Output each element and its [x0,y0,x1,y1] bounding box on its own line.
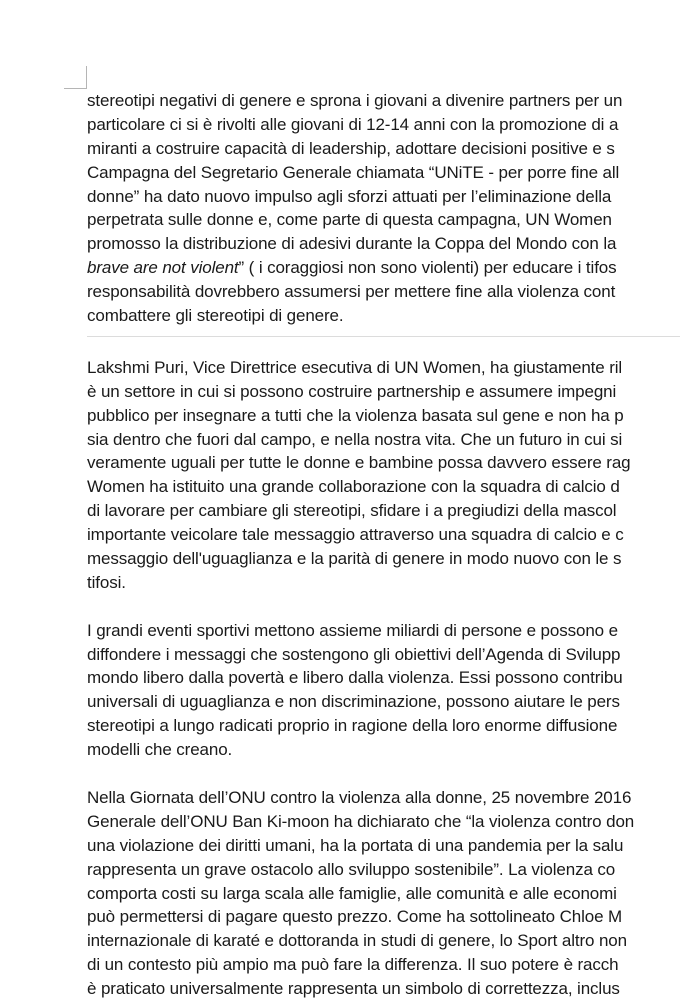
text-line: è praticato universalmente rappresenta un simbolo di correttezza, inclus [87,979,620,999]
text-line: donne” ha dato nuovo impulso agli sforzi attuati per l’eliminazione della [87,186,612,206]
text-line: diffondere i messaggi che sostengono gli obiettivi dell’Agenda di Svilupp [87,644,621,664]
divider-spacing [87,337,680,356]
text-line: Women ha istituito una grande collaborazione con la squadra di calcio d [87,477,620,497]
text-line: particolare ci si è rivolti alle giovani di 12-14 anni con la promozione di a [87,114,619,134]
paragraph-4 [87,786,680,1001]
text-line-mixed [87,256,680,280]
text-line: stereotipi a lungo radicati proprio in ragione della loro enorme diffusione [87,716,618,736]
text-line: tifosi. [87,572,126,592]
paragraph-3 [87,619,680,762]
text-line: combattere gli stereotipi di genere. [87,306,344,326]
text-line: rappresenta un grave ostacolo allo sviluppo sostenibile”. La violenza co [87,859,616,879]
text-line: mondo libero dalla povertà e libero dalla violenza. Essi possono contribu [87,668,623,688]
text-line: I grandi eventi sportivi mettono assieme miliardi di persone e possono e [87,620,618,640]
text-line: pubblico per insegnare a tutti che la violenza basata sul gene e non ha p [87,405,624,425]
text-line: perpetrata sulle donne e, come parte di questa campagna, UN Women [87,210,612,230]
italic-slogan: brave are not violent [87,258,239,278]
text-line: Campagna del Segretario Generale chiamata “UNiTE - per porre fine all [87,162,620,182]
text-line: sia dentro che fuori dal campo, e nella nostra vita. Che un futuro in cui si [87,429,623,449]
text-line: modelli che creano. [87,740,233,760]
text-line: responsabilità dovrebbero assumersi per mettere fine alla violenza cont [87,282,616,302]
text-line: internazionale di karaté e dottoranda in studi di genere, lo Sport altro non [87,931,627,951]
text-line: promosso la distribuzione di adesivi durante la Coppa del Mondo con la [87,234,617,254]
text-line: è un settore in cui si possono costruire partnership e assumere impegni [87,381,617,401]
slogan-translation: ” ( i coraggiosi non sono violenti) per educare i tifos [238,258,617,278]
text-line: di lavorare per cambiare gli stereotipi, sfidare i a pregiudizi della mascol [87,501,617,521]
paragraph-spacing [87,595,680,619]
text-line: messaggio dell'uguaglianza e la parità di genere in modo nuovo con le s [87,549,622,569]
text-line: Lakshmi Puri, Vice Direttrice esecutiva di UN Women, ha giustamente ril [87,357,623,377]
text-line: universali di uguaglianza e non discriminazione, possono aiutare le pers [87,692,620,712]
paragraph-2 [87,356,680,595]
page-corner-mark [64,66,87,89]
text-line: una violazione dei diritti umani, ha la portata di una pandemia per la salu [87,835,624,855]
text-line: Nella Giornata dell’ONU contro la violenza alla donne, 25 novembre 2016 [87,787,632,807]
text-line: comporta costi su larga scala alle famiglie, alle comunità e alle economi [87,883,617,903]
text-line: veramente uguali per tutte le donne e bambine possa davvero essere rag [87,453,631,473]
text-line: Generale dell’ONU Ban Ki-moon ha dichiarato che “la violenza contro don [87,811,635,831]
text-line: stereotipi negativi di genere e sprona i giovani a divenire partners per un [87,91,623,110]
text-line: di un contesto più ampio ma può fare la differenza. Il suo potere è racch [87,955,619,975]
text-line: può permettersi di pagare questo prezzo. Come ha sottolineato Chloe M [87,907,623,927]
document-body [87,89,680,1001]
paragraph-spacing [87,762,680,786]
text-line: importante veicolare tale messaggio attraverso una squadra di calcio e c [87,525,624,545]
text-line: miranti a costruire capacità di leadership, adottare decisioni positive e s [87,138,615,158]
paragraph-1 [87,89,680,328]
